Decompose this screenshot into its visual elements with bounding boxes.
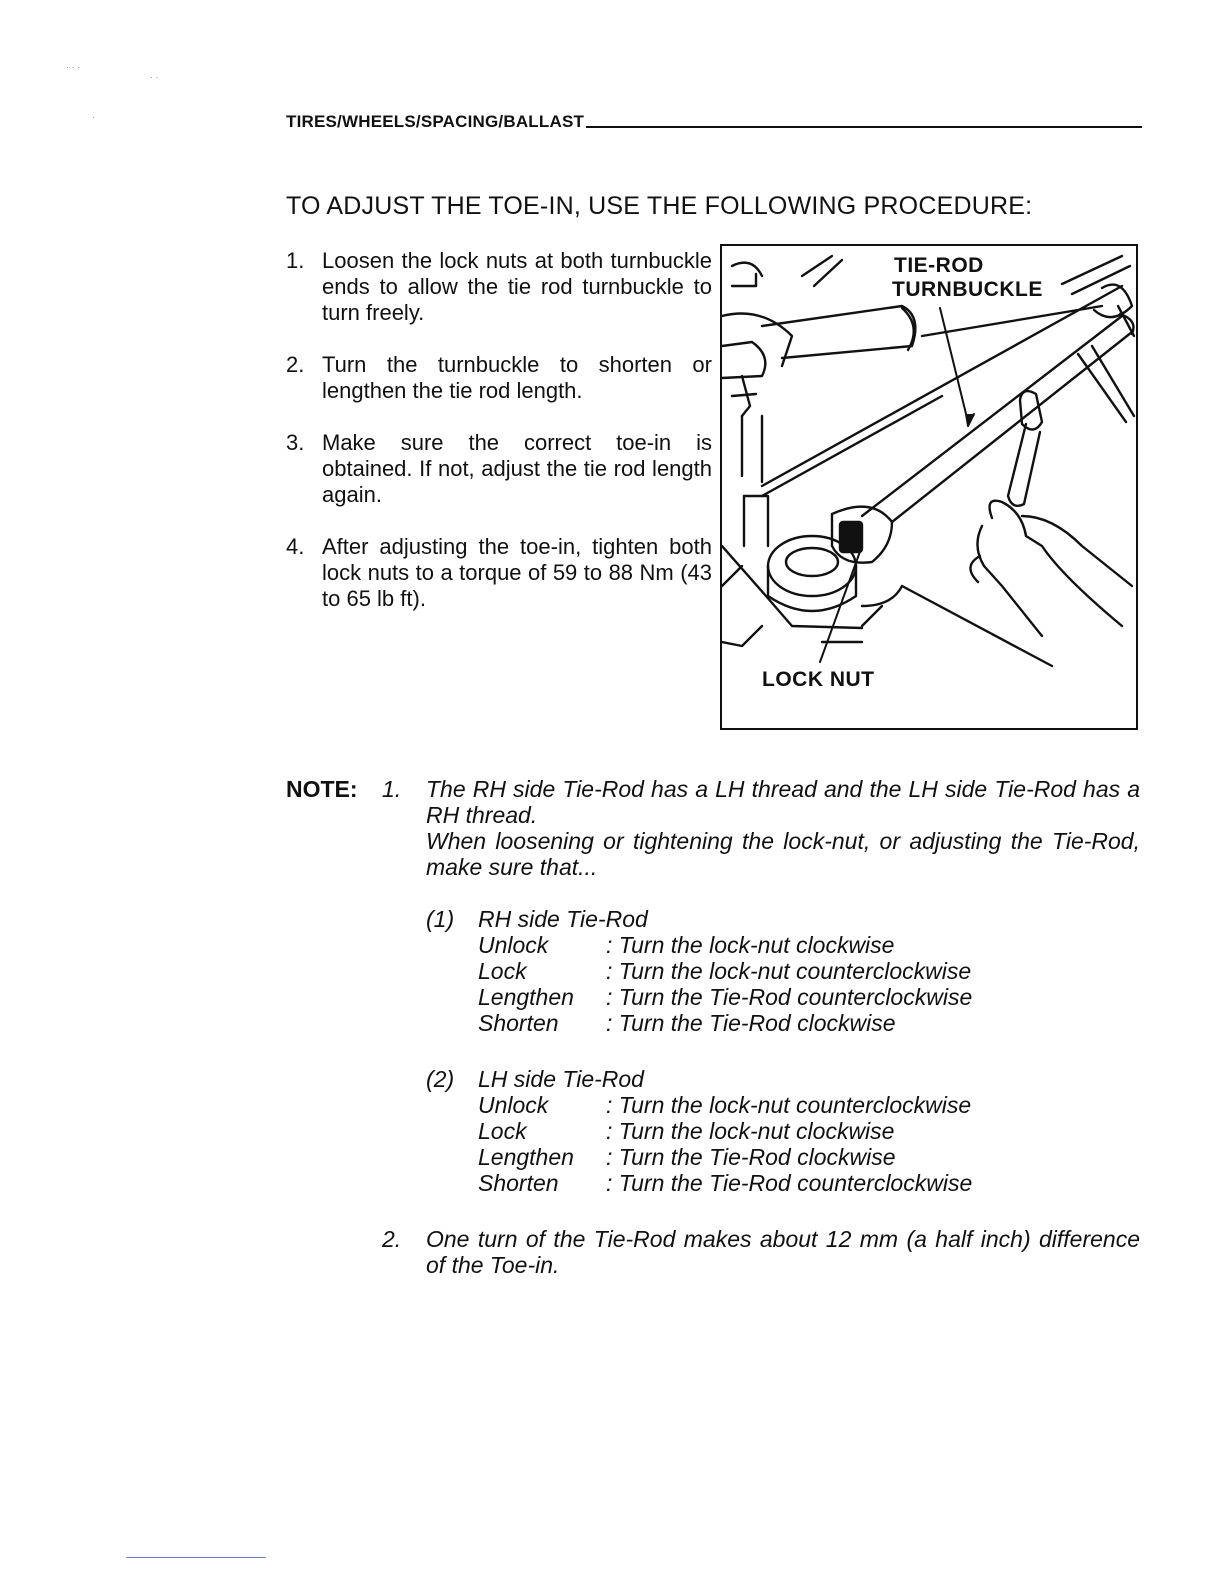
action-value: : Turn the Tie-Rod counterclockwise <box>606 1170 973 1196</box>
figure-label-tie-rod: TIE-ROD <box>894 254 984 277</box>
note-item-number: 1. <box>382 776 402 802</box>
figure-label-lock-nut: LOCK NUT <box>762 668 875 691</box>
instruction-row <box>478 1092 971 1118</box>
step-4 <box>286 534 712 612</box>
note-item-1-paragraph-2: When loosening or tightening the lock-nut, or adjusting the Tie-Rod, make sure that... <box>426 828 1140 880</box>
footer-rule <box>126 1557 266 1558</box>
step-2 <box>286 352 712 404</box>
step-text: Turn the turnbuckle to shorten or lengthen the tie rod length. <box>322 352 712 403</box>
section-title: TIRES/WHEELS/SPACING/BALLAST <box>286 112 585 131</box>
section-header <box>286 106 1142 132</box>
action-key: Unlock <box>478 1092 549 1118</box>
figure-label-turnbuckle: TURNBUCKLE <box>892 278 1043 301</box>
step-text: Loosen the lock nuts at both turnbuckle ends to allow the tie rod turnbuckle to turn freely. <box>322 248 712 325</box>
action-value: : Turn the lock-nut counterclockwise <box>606 958 972 984</box>
step-number: 2. <box>286 352 305 377</box>
action-key: Unlock <box>478 932 549 958</box>
procedure-title: TO ADJUST THE TOE-IN, USE THE FOLLOWING PROCEDURE: <box>286 192 1033 220</box>
step-text: Make sure the correct toe-in is obtained. If not, adjust the tie rod length again. <box>322 430 712 507</box>
note-item-number: 2. <box>382 1226 402 1252</box>
instruction-row <box>478 1010 896 1036</box>
action-key: Lengthen <box>478 1144 574 1170</box>
tie-rod-illustration <box>720 244 1138 730</box>
scan-speck: · · · <box>66 62 80 72</box>
action-value: : Turn the Tie-Rod clockwise <box>606 1010 896 1036</box>
action-value: : Turn the lock-nut clockwise <box>606 1118 895 1144</box>
step-text: After adjusting the toe-in, tighten both lock nuts to a torque of 59 to 88 Nm (43 to 65 lb ft). <box>322 534 712 611</box>
instruction-row <box>478 958 971 984</box>
step-number: 1. <box>286 248 305 273</box>
procedure-steps <box>286 248 712 638</box>
instruction-row <box>478 1144 896 1170</box>
step-1 <box>286 248 712 326</box>
header-rule <box>586 126 1142 128</box>
sub-heading: RH side Tie-Rod <box>478 906 648 932</box>
instruction-row <box>478 1118 894 1144</box>
action-value: : Turn the Tie-Rod counterclockwise <box>606 984 973 1010</box>
note-label: NOTE: <box>286 776 358 802</box>
action-value: : Turn the lock-nut clockwise <box>606 932 895 958</box>
action-key: Lengthen <box>478 984 574 1010</box>
note-item-2-text: One turn of the Tie-Rod makes about 12 mm (a half inch) difference of the Toe-in. <box>426 1226 1140 1278</box>
instruction-row <box>478 1170 972 1196</box>
action-key: Shorten <box>478 1170 559 1196</box>
sub-number: (1) <box>426 906 455 932</box>
scan-speck: · <box>92 112 95 122</box>
action-key: Shorten <box>478 1010 559 1036</box>
sub-heading: LH side Tie-Rod <box>478 1066 644 1092</box>
step-3 <box>286 430 712 508</box>
note-item-1-paragraph-1: The RH side Tie-Rod has a LH thread and the LH side Tie-Rod has a RH thread. <box>426 776 1140 828</box>
instruction-row <box>478 932 894 958</box>
action-key: Lock <box>478 958 527 984</box>
scan-speck: · · <box>150 72 159 82</box>
step-number: 4. <box>286 534 305 559</box>
sub-number: (2) <box>426 1066 455 1092</box>
action-value: : Turn the lock-nut counterclockwise <box>606 1092 972 1118</box>
step-number: 3. <box>286 430 305 455</box>
action-key: Lock <box>478 1118 527 1144</box>
action-value: : Turn the Tie-Rod clockwise <box>606 1144 896 1170</box>
instruction-row <box>478 984 972 1010</box>
tie-rod-drawing-icon <box>722 246 1138 730</box>
